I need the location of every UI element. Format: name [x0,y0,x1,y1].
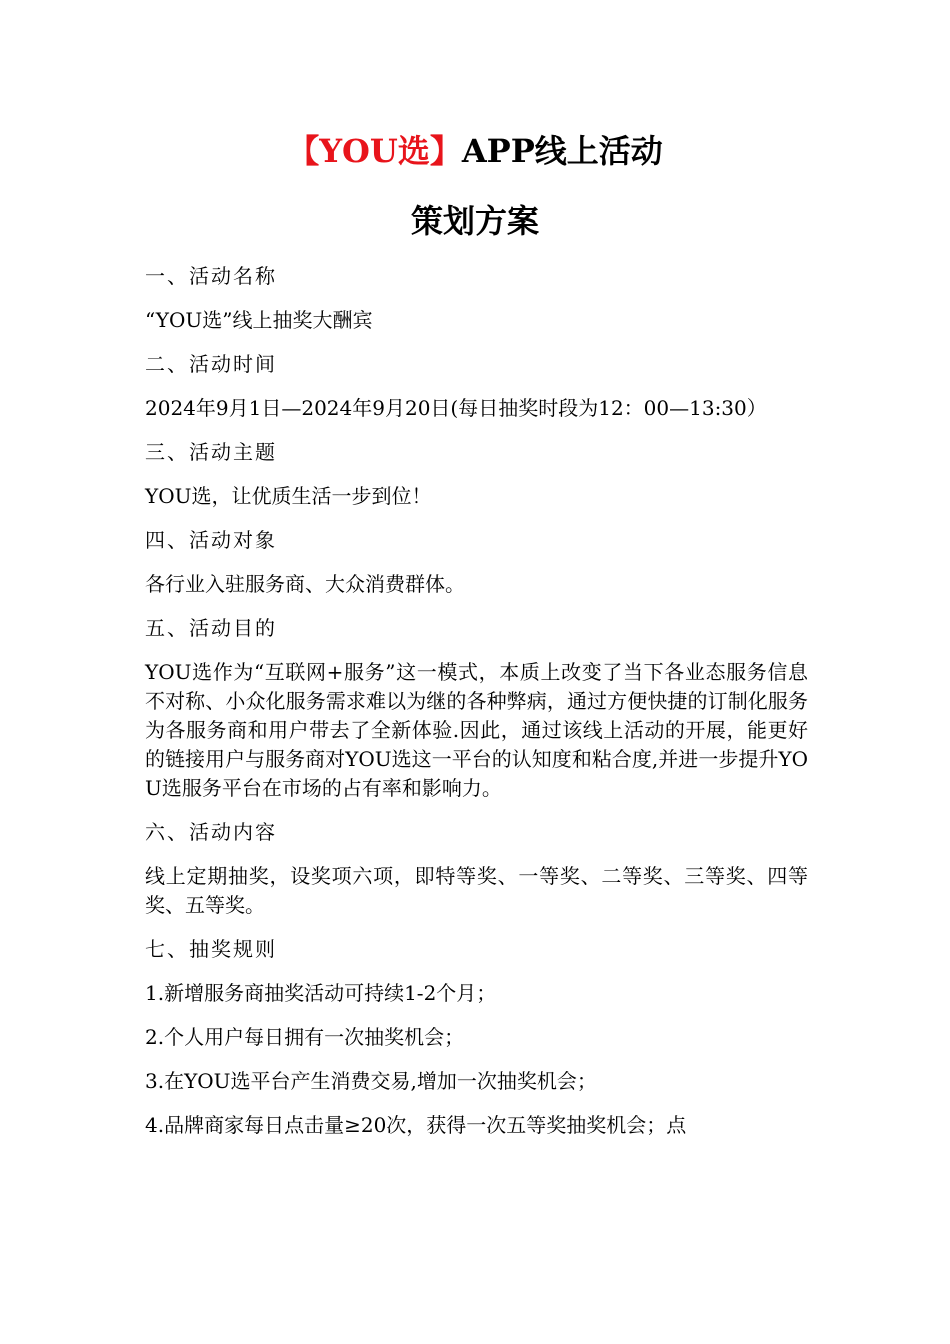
section-heading: 三、活动主题 [145,440,277,464]
document-title-line-2: 策划方案 [410,202,539,240]
section-heading: 七、抽奖规则 [145,937,277,961]
section-paragraph: “YOU选”线上抽奖大酬宾 [145,308,373,332]
document-title-line-1 [0,131,950,171]
title-brand-red: 【YOU选】 [287,132,462,170]
rule-item: 3.在YOU选平台产生消费交易,增加一次抽奖机会； [145,1069,597,1093]
document-body [145,262,808,1155]
section-heading: 一、活动名称 [145,264,277,288]
section-paragraph: YOU选，让优质生活一步到位！ [145,484,432,508]
rule-item: 4.品牌商家每日点击量≥20次，获得一次五等奖抽奖机会；点 [145,1113,687,1137]
rule-item: 1.新增服务商抽奖活动可持续1-2个月； [145,981,497,1005]
section-paragraph: 线上定期抽奖，设奖项六项，即特等奖、一等奖、二等奖、三等奖、四等奖、五等奖。 [145,864,808,917]
section-heading: 六、活动内容 [145,820,277,844]
section-heading: 四、活动对象 [145,528,277,552]
section-heading: 二、活动时间 [145,352,277,376]
section-paragraph: 2024年9月1日—2024年9月20日(每日抽奖时段为12：00—13:30） [145,396,767,420]
title-rest: APP线上活动 [461,132,663,170]
section-paragraph: 各行业入驻服务商、大众消费群体。 [145,572,465,596]
section-paragraph: YOU选作为“互联网+服务”这一模式，本质上改变了当下各业态服务信息不对称、小众化服务需求难以为继的各种弊病，通过方便快捷的订制化服务为各服务商和用户带去了全新体验.因此，通过该线上活动的开展，能更好的链接用户与服务商对YOU选这一平台的认知度和粘合度,并进一步提升YOU选服务平台在市场的占有率和影响力。 [145,660,808,800]
rule-item: 2.个人用户每日拥有一次抽奖机会； [145,1025,465,1049]
section-heading: 五、活动目的 [145,616,277,640]
